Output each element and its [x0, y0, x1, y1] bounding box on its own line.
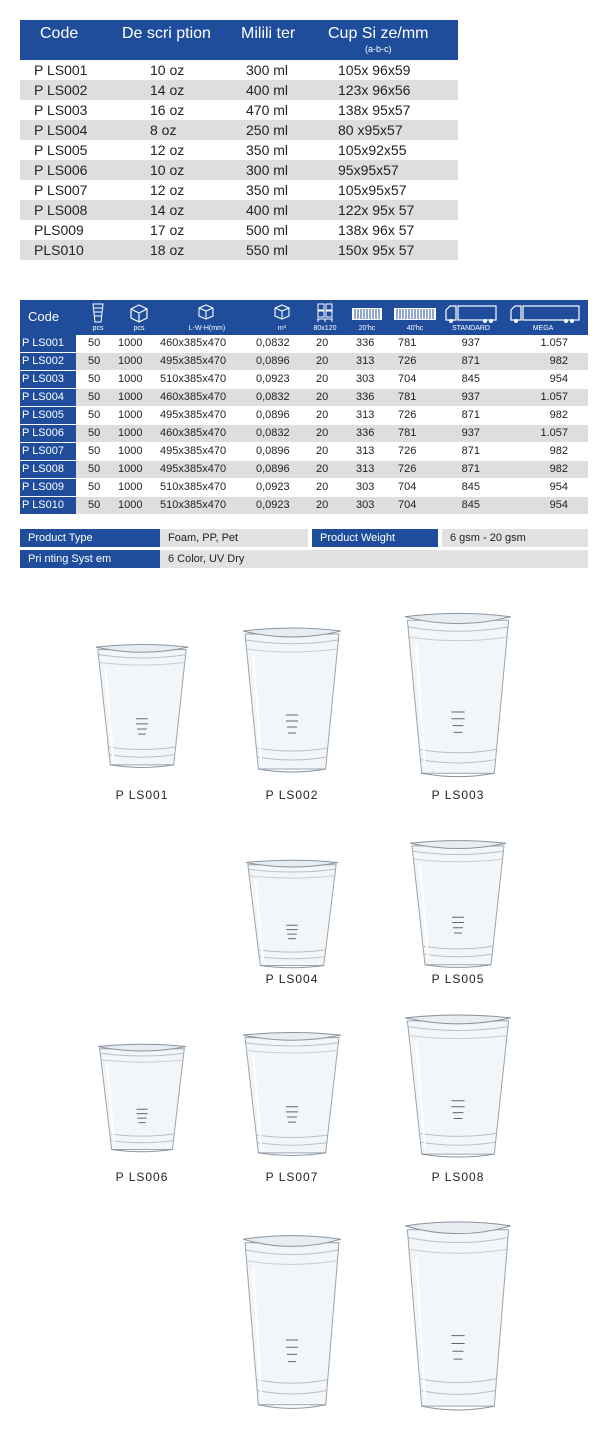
cell-ml: 500 ml [246, 222, 289, 238]
cell-lwh: 460x385x470 [160, 427, 227, 439]
cell-a: 50 [88, 355, 101, 367]
cell-a: 50 [88, 481, 101, 493]
cell-desc: 10 oz [150, 162, 185, 178]
cell-ml: 400 ml [246, 82, 289, 98]
cell-desc: 18 oz [150, 242, 185, 258]
cell-desc: 12 oz [150, 142, 185, 158]
size-table-header [20, 20, 458, 60]
label-pcs-1: pcs [92, 325, 104, 332]
cell-mega: 982 [549, 463, 568, 475]
size-table [20, 20, 458, 260]
cell-ml: 550 ml [246, 242, 289, 258]
cell-std: 871 [461, 445, 480, 457]
cell-std: 937 [461, 391, 480, 403]
cell-pal: 20 [316, 391, 329, 403]
table-row [20, 160, 458, 180]
header-description: De scri ption [122, 25, 211, 42]
cell-size: 150x 95x 57 [338, 242, 415, 258]
logistics-table-header [20, 300, 588, 335]
cell-c40: 781 [398, 427, 417, 439]
label-mega: MEGA [532, 325, 554, 332]
cup-image [241, 1030, 343, 1158]
box-icon [128, 302, 150, 324]
cell-std: 871 [461, 409, 480, 421]
logistics-table-body [20, 335, 588, 515]
cell-m3: 0,0832 [256, 391, 290, 403]
table-row [20, 479, 588, 497]
label-20hc: 20'hc [358, 325, 376, 332]
cell-c20: 313 [356, 355, 375, 367]
cup-label: P LS004 [265, 972, 319, 986]
cell-a: 50 [88, 445, 101, 457]
cell-c20: 336 [356, 427, 375, 439]
cell-desc: 16 oz [150, 102, 185, 118]
cell-m3: 0,0896 [256, 463, 290, 475]
cell-c20: 303 [356, 481, 375, 493]
cell-mega: 954 [549, 373, 568, 385]
cell-code: P LS008 [34, 202, 88, 218]
cup-label: P LS002 [265, 788, 319, 802]
cell-mega: 954 [549, 481, 568, 493]
label-pcs-2: pcs [133, 325, 145, 332]
header-code: Code [28, 309, 60, 324]
product-weight-label: Product Weight [312, 529, 438, 547]
printing-system-value: 6 Color, UV Dry [160, 550, 588, 568]
cell-ml: 400 ml [246, 202, 289, 218]
cell-b: 1000 [118, 373, 143, 385]
truck-standard-icon [445, 304, 497, 324]
cell-size: 80 x95x57 [338, 122, 403, 138]
cell-a: 50 [88, 463, 101, 475]
table-row [20, 353, 588, 371]
cell-m3: 0,0923 [256, 373, 290, 385]
cup-image [241, 625, 343, 775]
label-pallet: 80x120 [313, 325, 337, 332]
cell-c40: 726 [398, 355, 417, 367]
table-row [20, 200, 458, 220]
cell-code: P LS003 [20, 371, 76, 388]
cell-code: P LS001 [34, 62, 88, 78]
cell-c40: 781 [398, 391, 417, 403]
header-milliliter: Milili ter [241, 25, 296, 42]
volume-cube-icon [273, 303, 291, 321]
cell-ml: 300 ml [246, 62, 289, 78]
cell-pal: 20 [316, 427, 329, 439]
table-row [20, 60, 458, 80]
cell-c20: 336 [356, 391, 375, 403]
cell-c40: 726 [398, 463, 417, 475]
pallet-icon [316, 302, 334, 324]
cell-size: 138x 95x57 [338, 102, 411, 118]
cell-code: P LS006 [20, 425, 76, 442]
cell-b: 1000 [118, 481, 143, 493]
cell-std: 845 [461, 481, 480, 493]
cell-desc: 8 oz [150, 122, 177, 138]
cell-std: 937 [461, 427, 480, 439]
table-row [20, 443, 588, 461]
cell-code: P LS002 [20, 353, 76, 370]
cell-code: P LS007 [34, 182, 88, 198]
cell-pal: 20 [316, 499, 329, 511]
cell-mega: 982 [549, 409, 568, 421]
label-m3: m³ [277, 325, 287, 332]
header-cup-size-sub: (a-b-c) [365, 44, 392, 54]
table-row [20, 497, 588, 515]
cell-size: 122x 95x 57 [338, 202, 415, 218]
cell-lwh: 460x385x470 [160, 391, 227, 403]
cell-code: P LS003 [34, 102, 88, 118]
cell-code: P LS004 [20, 389, 76, 406]
cell-ml: 350 ml [246, 182, 289, 198]
cell-code: P LS006 [34, 162, 88, 178]
cup-image [403, 1218, 513, 1414]
cell-std: 845 [461, 373, 480, 385]
cell-c40: 704 [398, 499, 417, 511]
cell-ml: 350 ml [246, 142, 289, 158]
cell-lwh: 495x385x470 [160, 445, 227, 457]
cell-b: 1000 [118, 463, 143, 475]
cell-pal: 20 [316, 409, 329, 421]
cell-pal: 20 [316, 373, 329, 385]
cup-image [96, 1042, 188, 1154]
cup-stack-icon [90, 302, 106, 324]
size-table-body [20, 60, 458, 260]
cell-code: P LS007 [20, 443, 76, 460]
cell-pal: 20 [316, 337, 329, 349]
cell-a: 50 [88, 499, 101, 511]
cell-size: 105x95x57 [338, 182, 407, 198]
label-40hc: 40'hc [406, 325, 424, 332]
cell-desc: 12 oz [150, 182, 185, 198]
cell-std: 845 [461, 499, 480, 511]
table-row [20, 335, 588, 353]
label-lwh: L-W-H(mm) [188, 325, 226, 332]
cup-label: P LS007 [265, 1170, 319, 1184]
cell-m3: 0,0896 [256, 355, 290, 367]
table-row [20, 140, 458, 160]
cell-lwh: 510x385x470 [160, 499, 227, 511]
cell-desc: 14 oz [150, 202, 185, 218]
cell-code: P LS009 [20, 479, 76, 496]
cell-c20: 303 [356, 373, 375, 385]
cell-ml: 470 ml [246, 102, 289, 118]
header-code: Code [40, 25, 79, 42]
cell-code: P LS005 [34, 142, 88, 158]
cell-lwh: 495x385x470 [160, 355, 227, 367]
table-row [20, 180, 458, 200]
cell-c40: 704 [398, 481, 417, 493]
cell-std: 937 [461, 337, 480, 349]
cell-code: P LS001 [20, 335, 76, 352]
cell-mega: 982 [549, 445, 568, 457]
cell-code: P LS008 [20, 461, 76, 478]
table-row [20, 371, 588, 389]
cell-lwh: 495x385x470 [160, 409, 227, 421]
cell-ml: 300 ml [246, 162, 289, 178]
cell-code: P LS005 [20, 407, 76, 424]
table-row [20, 407, 588, 425]
carton-dimensions-icon [197, 303, 215, 321]
cell-c20: 313 [356, 445, 375, 457]
cell-size: 105x 96x59 [338, 62, 411, 78]
cup-label: P LS008 [431, 1170, 485, 1184]
cell-mega: 982 [549, 355, 568, 367]
product-type-label: Product Type [20, 529, 160, 547]
cell-m3: 0,0832 [256, 337, 290, 349]
cell-mega: 1.057 [540, 427, 568, 439]
cup-label: P LS005 [431, 972, 485, 986]
cell-code: PLS010 [34, 242, 84, 258]
cup-image [408, 838, 508, 970]
cell-b: 1000 [118, 337, 143, 349]
cell-std: 871 [461, 355, 480, 367]
cell-a: 50 [88, 373, 101, 385]
cell-b: 1000 [118, 499, 143, 511]
cell-c40: 726 [398, 445, 417, 457]
cell-ml: 250 ml [246, 122, 289, 138]
cell-a: 50 [88, 409, 101, 421]
cell-code: P LS002 [34, 82, 88, 98]
cell-c20: 313 [356, 463, 375, 475]
cell-a: 50 [88, 427, 101, 439]
cell-b: 1000 [118, 427, 143, 439]
cup-image [403, 1012, 513, 1160]
cup-image [94, 642, 190, 770]
cell-size: 95x95x57 [338, 162, 399, 178]
cell-b: 1000 [118, 355, 143, 367]
table-row [20, 240, 458, 260]
cell-pal: 20 [316, 355, 329, 367]
product-weight-value: 6 gsm - 20 gsm [442, 529, 588, 547]
cell-mega: 954 [549, 499, 568, 511]
cell-m3: 0,0832 [256, 427, 290, 439]
cell-b: 1000 [118, 409, 143, 421]
cell-pal: 20 [316, 463, 329, 475]
cup-image [241, 1232, 343, 1412]
cell-b: 1000 [118, 391, 143, 403]
container-20-icon [351, 307, 383, 321]
cell-lwh: 510x385x470 [160, 373, 227, 385]
cell-c20: 303 [356, 499, 375, 511]
container-40-icon [393, 307, 437, 321]
header-cup-size: Cup Si ze/mm [328, 25, 429, 42]
cell-c40: 704 [398, 373, 417, 385]
cell-mega: 1.057 [540, 337, 568, 349]
cell-size: 138x 96x 57 [338, 222, 415, 238]
table-row [20, 220, 458, 240]
cup-label: P LS006 [115, 1170, 169, 1184]
cell-mega: 1.057 [540, 391, 568, 403]
cup-label: P LS003 [431, 788, 485, 802]
cell-desc: 14 oz [150, 82, 185, 98]
cell-c20: 336 [356, 337, 375, 349]
cell-m3: 0,0896 [256, 409, 290, 421]
cell-desc: 10 oz [150, 62, 185, 78]
logistics-table [20, 300, 588, 515]
cell-code: P LS010 [20, 497, 76, 514]
table-row [20, 100, 458, 120]
cell-c40: 726 [398, 409, 417, 421]
cell-code: PLS009 [34, 222, 84, 238]
cell-size: 105x92x55 [338, 142, 407, 158]
cell-lwh: 495x385x470 [160, 463, 227, 475]
truck-mega-icon [510, 304, 580, 324]
cell-m3: 0,0923 [256, 499, 290, 511]
cell-a: 50 [88, 391, 101, 403]
cell-c20: 313 [356, 409, 375, 421]
cell-pal: 20 [316, 445, 329, 457]
cell-lwh: 460x385x470 [160, 337, 227, 349]
cup-image [403, 610, 513, 780]
table-row [20, 80, 458, 100]
cell-c40: 781 [398, 337, 417, 349]
cell-pal: 20 [316, 481, 329, 493]
cell-std: 871 [461, 463, 480, 475]
cell-m3: 0,0923 [256, 481, 290, 493]
cell-desc: 17 oz [150, 222, 185, 238]
label-standard: STANDARD [452, 325, 490, 332]
product-type-value: Foam, PP, Pet [160, 529, 308, 547]
cell-m3: 0,0896 [256, 445, 290, 457]
cell-a: 50 [88, 337, 101, 349]
cell-size: 123x 96x56 [338, 82, 411, 98]
table-row [20, 461, 588, 479]
table-row [20, 389, 588, 407]
printing-system-label: Pri nting Syst em [20, 550, 160, 568]
cup-image [244, 858, 340, 970]
table-row [20, 425, 588, 443]
cell-lwh: 510x385x470 [160, 481, 227, 493]
cell-code: P LS004 [34, 122, 88, 138]
table-row [20, 120, 458, 140]
cup-label: P LS001 [115, 788, 169, 802]
cell-b: 1000 [118, 445, 143, 457]
